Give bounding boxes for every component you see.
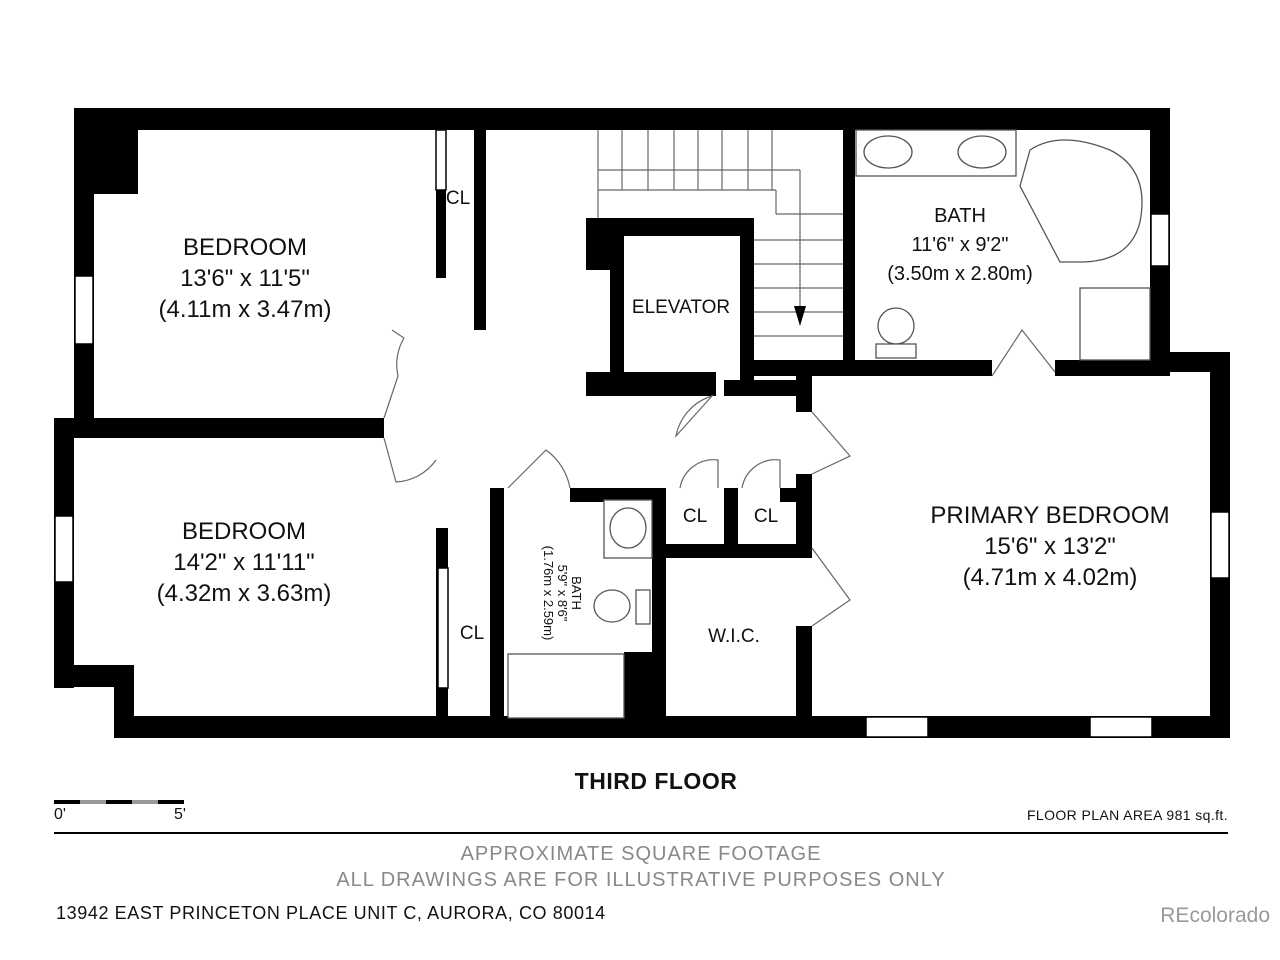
- bedroom1-label: [140, 232, 350, 325]
- scale-bar: [54, 796, 194, 808]
- wic-label: W.I.C.: [708, 626, 760, 647]
- small-bath-label: [541, 523, 583, 663]
- stair-arrow-icon: [794, 306, 806, 326]
- small-bath-dim-metric: (1.76m x 2.59m): [541, 545, 556, 641]
- primary-bath-dim-imperial: 11'6" x 9'2": [911, 234, 1009, 256]
- closet-label-1: CL: [682, 506, 708, 527]
- primary-bath-label: [860, 202, 1060, 289]
- closet-label-2: CL: [753, 506, 779, 527]
- bedroom1-dim-imperial: 13'6" x 11'5": [180, 265, 310, 292]
- bedroom2-label: [134, 516, 354, 609]
- bedroom2-name: BEDROOM: [181, 518, 306, 545]
- closet-label-bedroom1: CL: [445, 188, 471, 209]
- floor-title: THIRD FLOOR: [574, 768, 738, 794]
- divider-line: [54, 832, 1228, 834]
- scale-start-label: 0': [54, 806, 66, 823]
- primary-bedroom-dim-imperial: 15'6" x 13'2": [984, 533, 1116, 560]
- disclaimer-line-2: ALL DRAWINGS ARE FOR ILLUSTRATIVE PURPOSES ONLY: [336, 869, 946, 891]
- primary-bath-name: BATH: [934, 205, 986, 227]
- bedroom2-dim-imperial: 14'2" x 11'11": [173, 549, 315, 576]
- primary-bedroom-label: [900, 500, 1200, 593]
- bedroom1-name: BEDROOM: [182, 234, 307, 261]
- bedroom1-dim-metric: (4.11m x 3.47m): [158, 296, 332, 323]
- disclaimer-line-1: APPROXIMATE SQUARE FOOTAGE: [460, 843, 822, 865]
- elevator-label: ELEVATOR: [631, 297, 731, 318]
- primary-bedroom-name: PRIMARY BEDROOM: [930, 502, 1170, 529]
- small-bath-name: BATH: [569, 576, 584, 610]
- property-address: 13942 EAST PRINCETON PLACE UNIT C, AURORA, CO 80014: [56, 903, 606, 923]
- primary-bedroom-dim-metric: (4.71m x 4.02m): [962, 564, 1138, 591]
- watermark-logo: REcolorado: [1160, 904, 1270, 927]
- floor-plan-area: FLOOR PLAN AREA 981 sq.ft.: [1026, 807, 1228, 823]
- primary-bath-dim-metric: (3.50m x 2.80m): [887, 263, 1033, 285]
- bedroom2-dim-metric: (4.32m x 3.63m): [156, 580, 332, 607]
- closet-label-bedroom2: CL: [459, 623, 485, 644]
- small-bath-dim-imperial: 5'9" x 8'6": [555, 564, 570, 622]
- scale-end-label: 5': [174, 806, 186, 823]
